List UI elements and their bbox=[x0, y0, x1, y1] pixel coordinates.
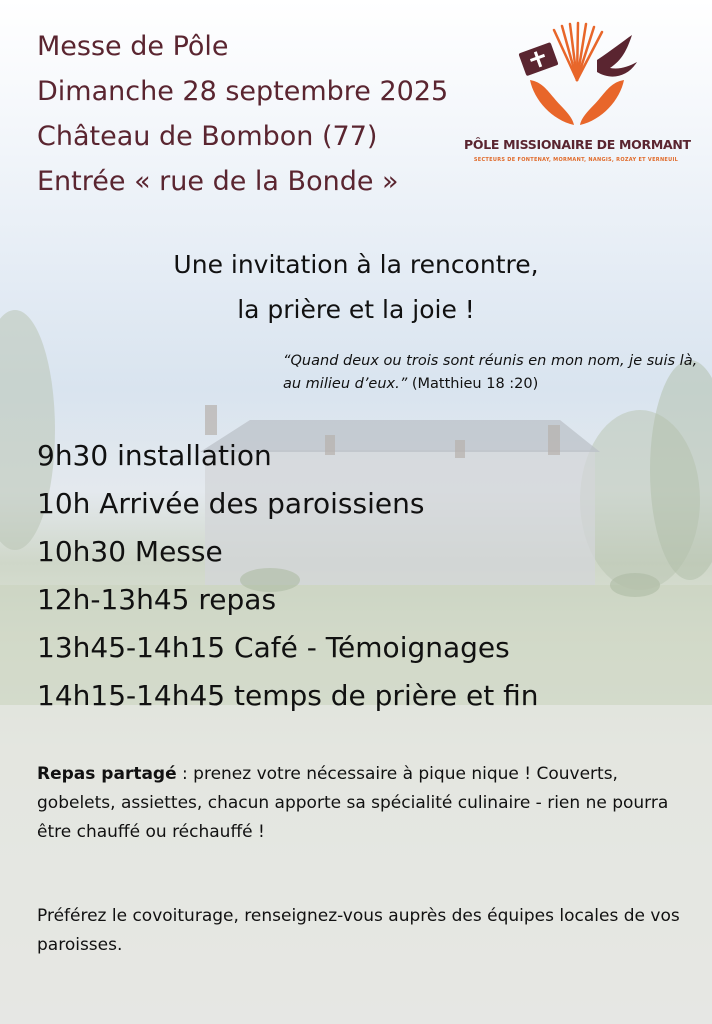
schedule-item: 14h15-14h45 temps de prière et fin bbox=[37, 679, 539, 712]
quote-reference: (Matthieu 18 :20) bbox=[407, 376, 539, 392]
logo-name: PÔLE MISSIONAIRE DE MORMANT bbox=[464, 137, 691, 152]
hands-bible-dove-logo-icon bbox=[462, 20, 692, 135]
schedule-item: 10h Arrivée des paroissiens bbox=[37, 487, 425, 520]
schedule-item: 12h-13h45 repas bbox=[37, 583, 277, 616]
logo-subtitle: SECTEURS DE FONTENAY, MORMANT, NANGIS, ROZAY ET VERNEUIL bbox=[473, 157, 679, 163]
quote-text: “Quand deux ou trois sont réunis en mon nom, je suis là, au milieu d’eux.” bbox=[283, 353, 698, 392]
event-entrance: Entrée « rue de la Bonde » bbox=[37, 166, 399, 197]
bible-quote bbox=[283, 350, 703, 396]
meal-text: : prenez votre nécessaire à pique nique ! Couverts, gobelets, assiettes, chacun apporte sa spécialité culinaire - rien ne pourra être chauffé ou réchauffé ! bbox=[37, 764, 669, 842]
meal-note bbox=[37, 760, 697, 847]
schedule-item: 10h30 Messe bbox=[37, 535, 223, 568]
invitation-line-1: Une invitation à la rencontre, bbox=[173, 250, 539, 279]
meal-label: Repas partagé bbox=[37, 764, 177, 784]
event-header bbox=[37, 24, 448, 204]
event-title: Messe de Pôle bbox=[37, 31, 229, 62]
schedule-item: 9h30 installation bbox=[37, 439, 272, 472]
schedule-item: 13h45-14h15 Café - Témoignages bbox=[37, 631, 510, 664]
invitation-line-2: la prière et la joie ! bbox=[237, 295, 475, 324]
event-location: Château de Bombon (77) bbox=[37, 121, 378, 152]
invitation-text bbox=[0, 242, 712, 332]
schedule-list bbox=[37, 432, 538, 720]
event-date: Dimanche 28 septembre 2025 bbox=[37, 76, 449, 107]
carpool-note: Préférez le covoiturage, renseignez-vous auprès des équipes locales de vos paroisses. bbox=[37, 906, 680, 955]
